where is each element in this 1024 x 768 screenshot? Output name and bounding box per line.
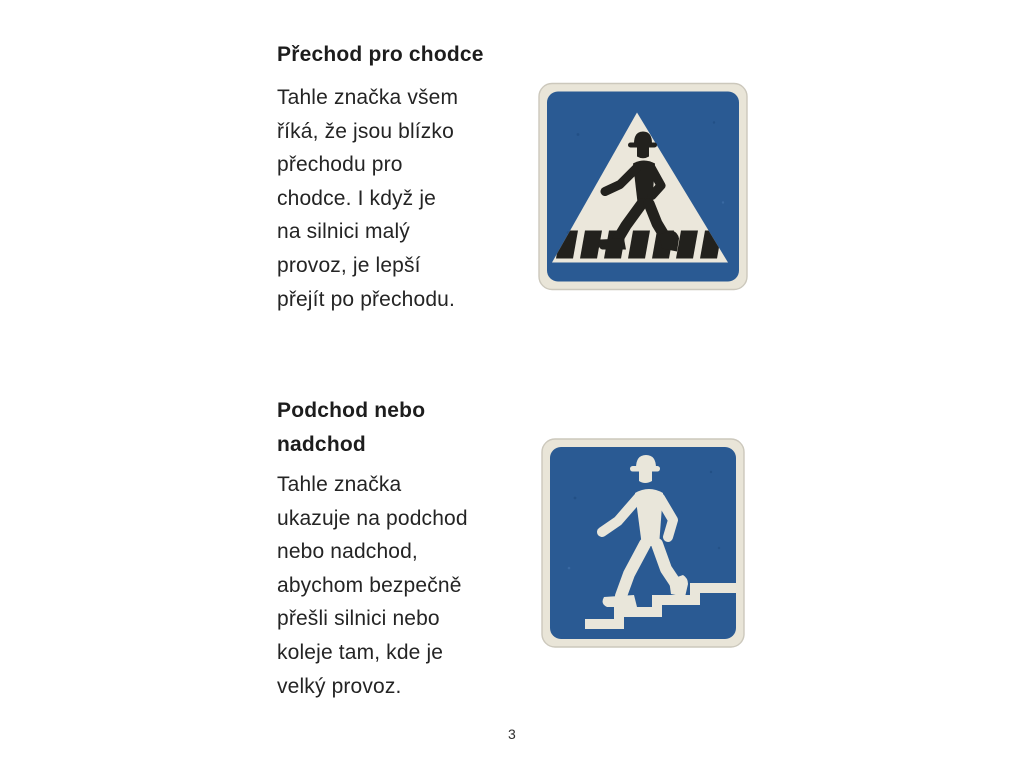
section-2-heading: Podchod nebo nadchod	[277, 399, 426, 456]
page-number: 3	[507, 726, 517, 742]
section-1-body: Tahle značka všem říká, že jsou blízko přechodu pro chodce. I když je na silnici malý provoz, je lepší přejít po přechodu.	[277, 86, 459, 311]
underpass-overpass-sign	[541, 438, 745, 648]
pedestrian-crossing-sign	[538, 82, 748, 291]
section-2-body: Tahle značka ukazuje na podchod nebo nadchod, abychom bezpečně přešli silnici nebo koleje tam, kde je velký provoz.	[277, 473, 468, 698]
section-1-heading: Přechod pro chodce	[277, 43, 484, 66]
